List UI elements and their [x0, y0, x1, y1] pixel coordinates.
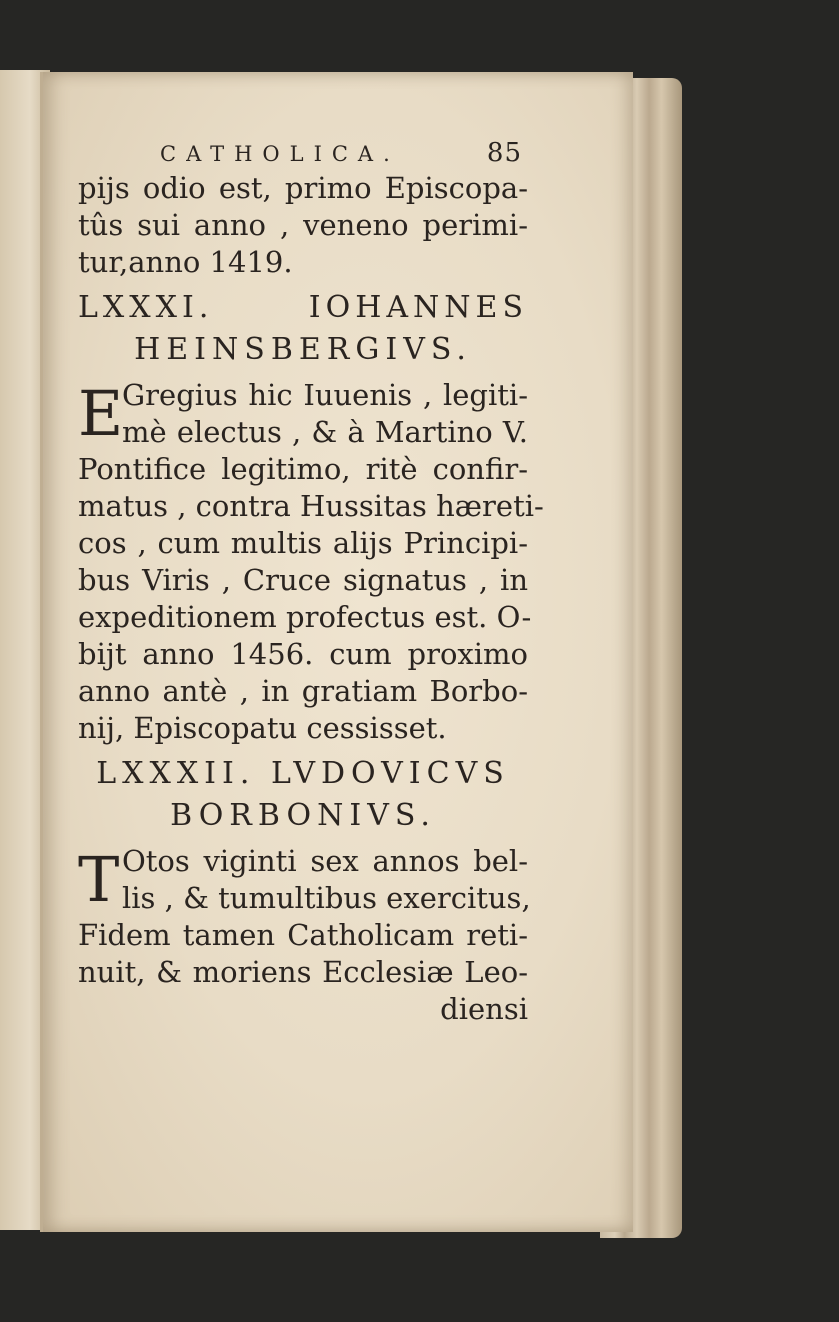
page-number: 85: [486, 138, 522, 168]
text-line: cos , cum multis alijs Principi-: [78, 526, 528, 560]
entry-heading: LXXXII. LVDOVICVS: [96, 756, 510, 791]
entry-paragraph: [78, 377, 544, 747]
entry-heading-name: BORBONIVS.: [170, 798, 436, 833]
text-line: bus Viris , Cruce signatus , in: [78, 563, 528, 597]
entry-heading: LXXXI. IOHANNES: [78, 290, 528, 325]
text-line: Pontifice legitimo, ritè confir-: [78, 452, 528, 486]
text-line: T Otos viginti sex annos bel-: [78, 843, 528, 916]
text-line: nuit, & moriens Ecclesiæ Leo-: [78, 955, 528, 989]
initial-capital: E: [78, 377, 124, 450]
running-head: [78, 138, 528, 170]
initial-capital: T: [78, 843, 120, 916]
text-line: expeditionem profectus est. O-: [78, 600, 532, 634]
text-line: anno antè , in gratiam Borbo-: [78, 674, 528, 708]
text-line: bijt anno 1456. cum proximo: [78, 637, 528, 671]
page-text: [78, 138, 544, 1028]
text-line: pijs odio est, primo Episcopa-: [78, 171, 528, 205]
text-line: lis , & tumultibus exercitus,: [122, 881, 531, 915]
entry-paragraph: [78, 843, 531, 991]
text-line: nij, Episcopatu cessisset.: [78, 711, 447, 745]
text-line: mè electus , & à Martino V.: [122, 415, 528, 449]
text-line: tur,anno 1419.: [78, 245, 293, 279]
text-line: E Gregius hic Iuuenis , legiti-: [78, 377, 528, 450]
entry-heading-name: HEINSBERGIVS.: [134, 332, 472, 367]
running-head-title: CATHOLICA.: [160, 142, 400, 166]
text-line: matus , contra Hussitas hæreti-: [78, 489, 544, 523]
catchword: diensi: [440, 992, 528, 1026]
continued-paragraph: [78, 170, 528, 281]
text-line: Fidem tamen Catholicam reti-: [78, 918, 528, 952]
text-line: tûs sui anno , veneno perimi-: [78, 208, 528, 242]
